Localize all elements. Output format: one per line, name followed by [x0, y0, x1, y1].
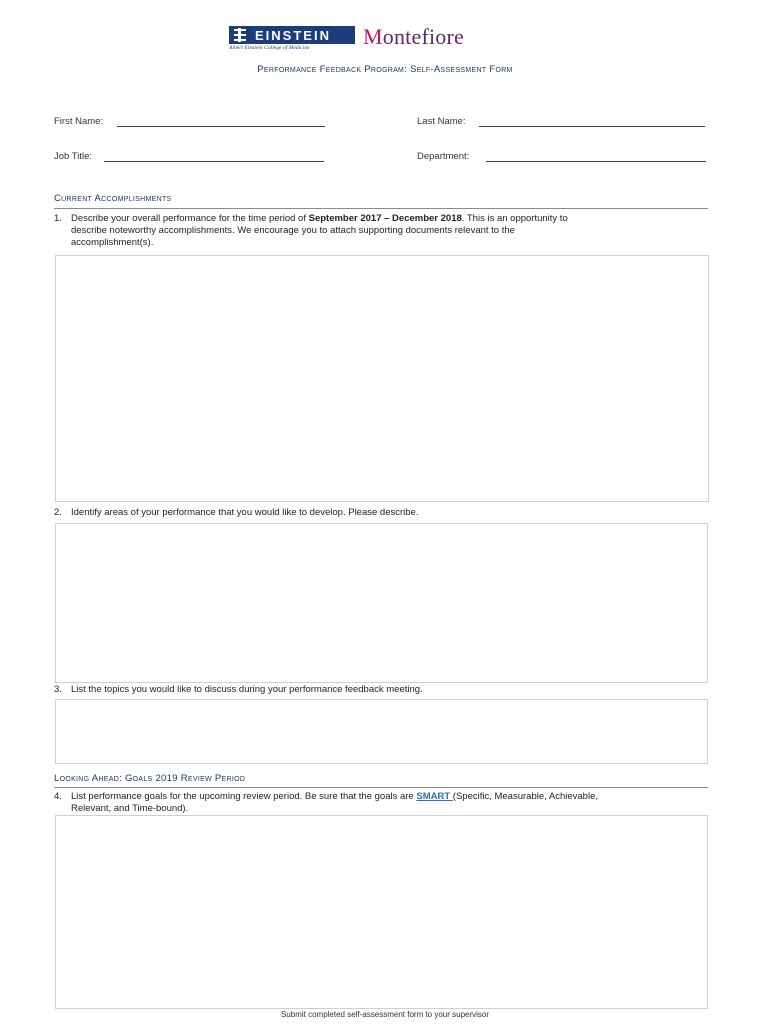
current-accomplishments-heading: Current Accomplishments	[54, 193, 172, 204]
smart-link[interactable]: SMART	[416, 791, 453, 802]
montefiore-logo	[363, 24, 464, 50]
question-3-number: 3.	[54, 684, 62, 695]
question-4-line-1	[71, 791, 719, 803]
question-4-number: 4.	[54, 791, 62, 802]
einstein-logo-text: EINSTEIN	[255, 27, 331, 43]
question-2-number: 2.	[54, 507, 62, 518]
question-4-text: List performance goals for the upcoming review period. Be sure that the goals are	[71, 791, 417, 802]
footer-note: Submit completed self-assessment form to your supervisor	[280, 1010, 490, 1019]
einstein-logo-subtext: Albert Einstein College of Medicine	[229, 45, 310, 51]
answer-box-2[interactable]	[55, 523, 708, 683]
job-title-label: Job Title:	[54, 151, 93, 162]
question-3-text: List the topics you would like to discuss during your performance feedback meeting.	[71, 684, 423, 695]
montefiore-logo-initial: M	[363, 24, 383, 49]
question-4-text-end: (Specific, Measurable, Achievable,	[452, 791, 598, 802]
last-name-field[interactable]	[479, 126, 705, 127]
einstein-logo-box	[229, 26, 355, 44]
question-1-line-3: accomplishment(s).	[71, 237, 154, 248]
question-1-line-1	[71, 213, 711, 225]
last-name-label: Last Name:	[417, 116, 466, 127]
first-name-label: First Name:	[54, 116, 104, 127]
department-field[interactable]	[486, 161, 706, 162]
question-1-line-2: describe noteworthy accomplishments. We encourage you to attach supporting documents relevant to the	[71, 225, 515, 236]
question-1	[54, 213, 714, 251]
montefiore-logo-rest: ontefiore	[382, 24, 464, 49]
question-2	[54, 507, 714, 519]
answer-box-1[interactable]	[55, 255, 709, 502]
answer-box-3[interactable]	[55, 699, 708, 764]
form-title: Performance Feedback Program: Self-Assessment Form	[257, 64, 513, 75]
first-name-field[interactable]	[117, 126, 325, 127]
section-divider	[54, 787, 708, 788]
answer-box-4[interactable]	[55, 815, 708, 1009]
question-3	[54, 684, 714, 696]
question-1-period: September 2017 – December 2018	[308, 213, 462, 224]
question-4-line-2: Relevant, and Time-bound).	[71, 803, 189, 814]
question-1-text-end: . This is an opportunity to	[461, 213, 568, 224]
looking-ahead-heading: Looking Ahead: Goals 2019 Review Period	[54, 773, 246, 784]
job-title-field[interactable]	[104, 161, 324, 162]
question-4	[54, 791, 719, 817]
einstein-emblem-icon	[229, 26, 251, 44]
einstein-logo	[229, 26, 356, 52]
section-divider	[54, 208, 708, 209]
question-2-text: Identify areas of your performance that you would like to develop. Please describe.	[71, 507, 419, 518]
question-1-number: 1.	[54, 213, 62, 224]
question-1-text: Describe your overall performance for the time period of	[71, 213, 309, 224]
department-label: Department:	[417, 151, 470, 162]
